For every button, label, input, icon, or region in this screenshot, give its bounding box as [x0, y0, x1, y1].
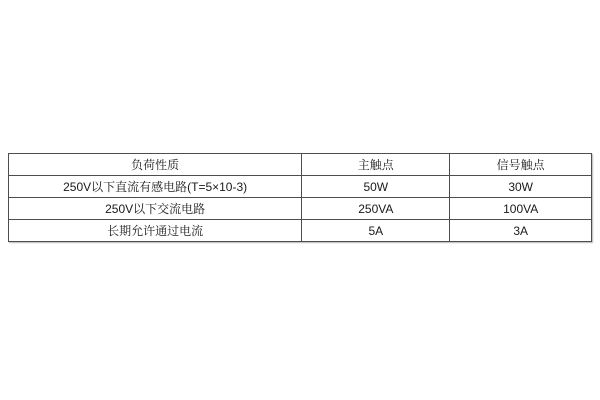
table-cell: 30W: [450, 176, 592, 198]
table-cell: 250V以下直流有感电路(T=5×10-3): [9, 176, 302, 198]
table-row: [9, 220, 592, 242]
table-header-row: [9, 154, 592, 176]
table-cell: 250V以下交流电路: [9, 198, 302, 220]
header-cell-load-nature: 负荷性质: [9, 154, 302, 176]
table-cell: 长期允许通过电流: [9, 220, 302, 242]
header-cell-main-contact: 主触点: [302, 154, 450, 176]
table-cell: 5A: [302, 220, 450, 242]
header-cell-signal-contact: 信号触点: [450, 154, 592, 176]
table-cell: 3A: [450, 220, 592, 242]
load-spec-table: [8, 153, 592, 242]
table-cell: 100VA: [450, 198, 592, 220]
table-cell: 250VA: [302, 198, 450, 220]
table-row: [9, 198, 592, 220]
table-row: [9, 176, 592, 198]
table-cell: 50W: [302, 176, 450, 198]
